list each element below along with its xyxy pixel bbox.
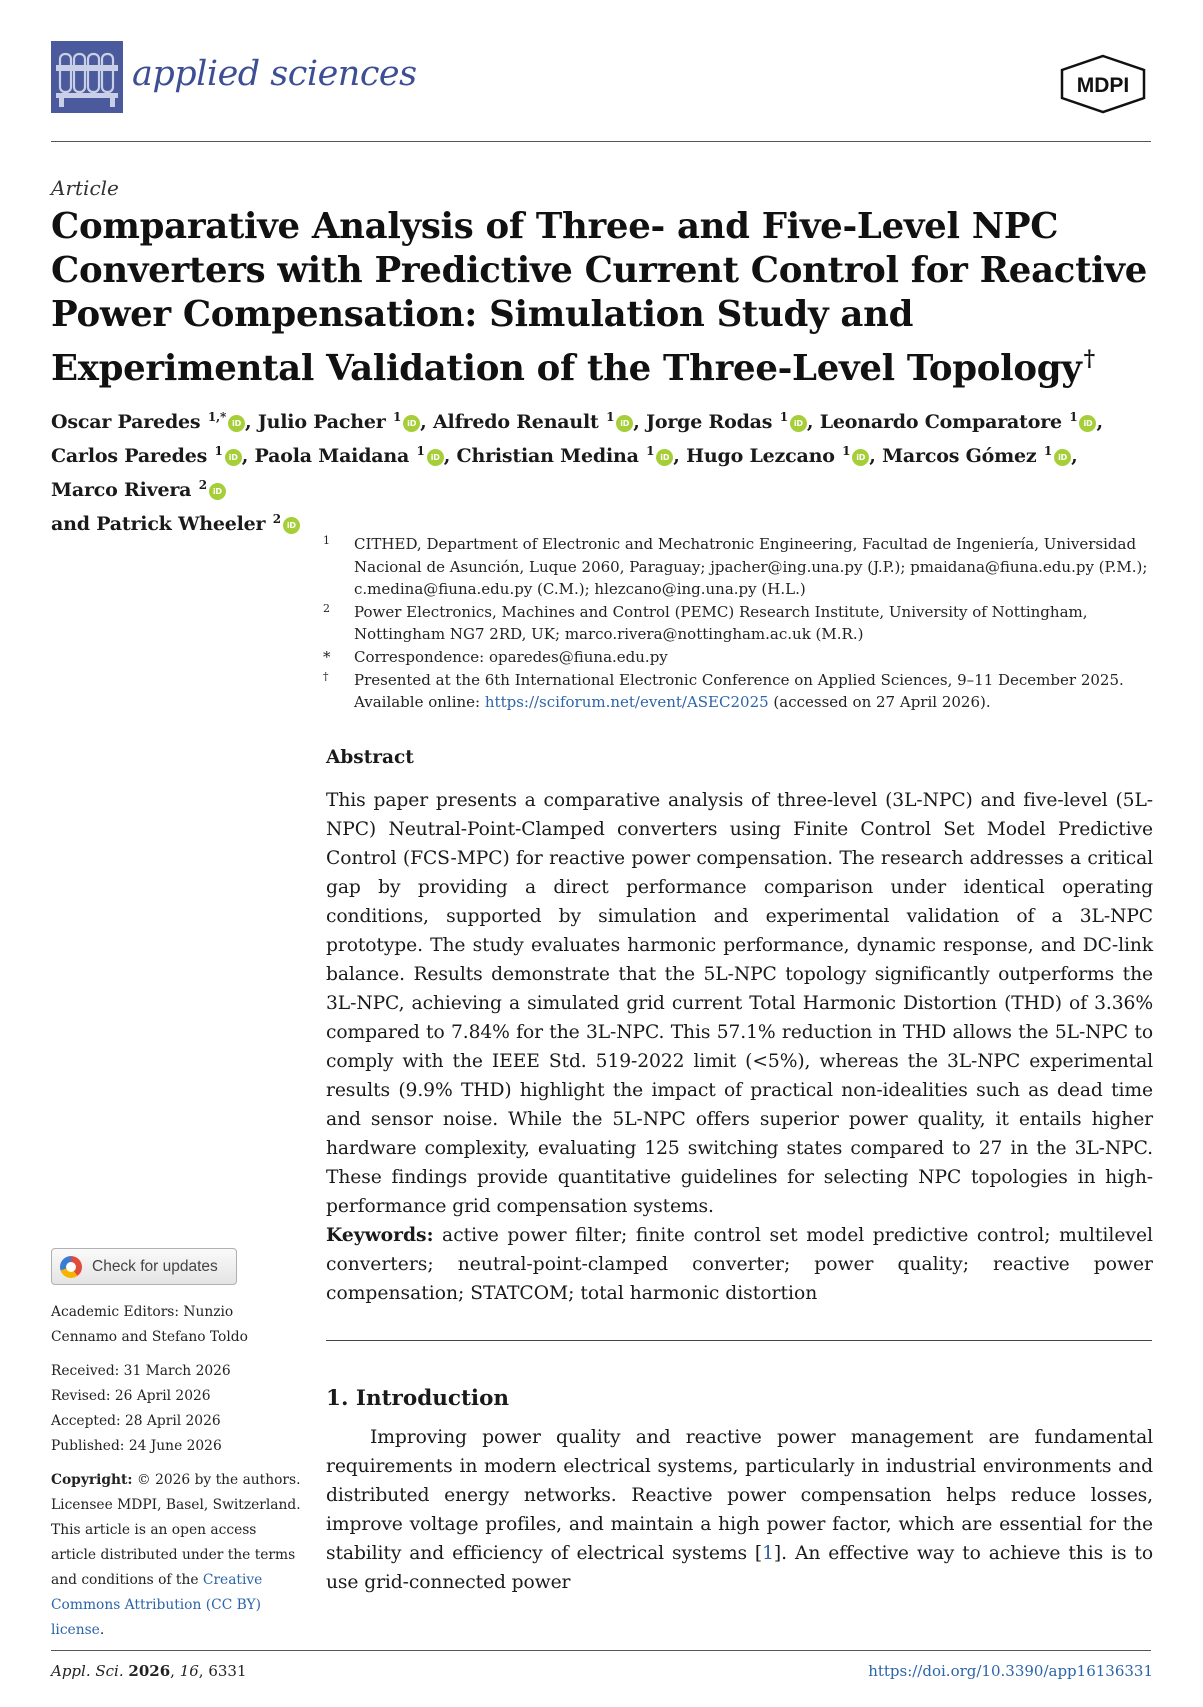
author: [646, 411, 813, 433]
orcid-icon[interactable]: iD: [403, 415, 420, 432]
affiliation-mark: 1: [323, 534, 330, 547]
mdpi-hexagon-icon: [1058, 54, 1148, 114]
article-info-sidebar: [51, 1300, 301, 1643]
keywords: [326, 1221, 1153, 1308]
article-number: 6331: [208, 1662, 247, 1680]
author-separator: ,: [869, 445, 876, 467]
copyright-notice: [51, 1468, 301, 1643]
author-name: Julio Pacher: [257, 411, 386, 433]
affiliation-mark: 2: [323, 601, 330, 615]
orcid-icon[interactable]: iD: [656, 449, 673, 466]
author-affiliation-mark: 1: [214, 444, 223, 458]
keywords-label: Keywords:: [326, 1224, 434, 1246]
conference-note-mark: †: [323, 669, 329, 683]
check-for-updates-button[interactable]: [51, 1248, 237, 1285]
author-name: Carlos Paredes: [51, 445, 208, 467]
author-affiliation-mark: 1: [842, 444, 851, 458]
footer-citation: Appl. Sci. 2026, 16, 6331: [51, 1662, 247, 1680]
journal-abbrev: Appl. Sci.: [51, 1662, 124, 1680]
citation-volume: 16: [179, 1662, 199, 1680]
introduction-text-cont: ]. An effective way to achieve this is to use grid-connected power: [326, 1543, 1153, 1593]
introduction-body: [326, 1423, 1153, 1597]
affiliation-text: CITHED, Department of Electronic and Mechatronic Engineering, Facultad de Ingeniería, Universidad Nacional de Asunción, Luque 2060, Paraguay; jpacher@ing.una.py (J.P.); pmaidana@fiuna.edu.py (P.M.); c.medina@fiuna.edu.py (C.M.); hlezcano@ing.una.py (H.L.): [354, 535, 1148, 599]
abstract-body: This paper presents a comparative analysis of three-level (3L-NPC) and five-level (5L-NPC) Neutral-Point-Clamped converters using Finite Control Set Model Predictive Control (FCS-MPC) for reactive power compensation. The research addresses a critical gap by providing a direct performance comparison under identical operating conditions, supported by simulation and experimental validation of a 3L-NPC prototype. The study evaluates harmonic performance, dynamic response, and DC-link balance. Results demonstrate that the 5L-NPC topology significantly outperforms the 3L-NPC, achieving a simulated grid current Total Harmonic Distortion (THD) of 3.36% compared to 7.84% for the 3L-NPC. This 57.1% reduction in THD allows the 5L-NPC to comply with the IEEE Std. 519-2022 limit (<5%), whereas the 3L-NPC experimental results (9.9% THD) highlight the impact of practical non-idealities such as dead time and sensor noise. While the 5L-NPC offers superior power quality, it entails higher hardware complexity, evaluating 125 switching states compared to 27 in the 3L-NPC. These findings provide quantitative guidelines for selecting NPC topologies in high-performance grid compensation systems.: [326, 790, 1153, 1217]
affiliation-2: [323, 601, 1153, 646]
citation-year: 2026: [128, 1662, 171, 1680]
author-separator: ,: [245, 411, 252, 433]
author-name: Jorge Rodas: [646, 411, 773, 433]
check-updates-icon: [60, 1256, 82, 1278]
orcid-icon[interactable]: iD: [283, 517, 300, 534]
correspondence-mark: *: [323, 647, 331, 666]
conference-note-text: Presented at the 6th International Electronic Conference on Applied Sciences, 9–11 December 2025. Available online:: [354, 670, 1124, 712]
published-date: Published: 24 June 2026: [51, 1438, 222, 1454]
author-affiliation-mark: 1: [416, 444, 425, 458]
author: [51, 513, 300, 535]
conference-note-access: (accessed on 27 April 2026).: [768, 693, 991, 712]
author: [820, 411, 1103, 433]
footer-divider: [51, 1650, 1151, 1651]
doi-link[interactable]: https://doi.org/10.3390/app16136331: [868, 1662, 1153, 1680]
keywords-text: active power filter; finite control set model predictive control; multilevel converters; neutral-point-clamped converter; power quality; reactive power compensation; STATCOM; total harmonic distortion: [326, 1225, 1153, 1304]
section-divider: [326, 1340, 1152, 1341]
orcid-icon[interactable]: iD: [616, 415, 633, 432]
introduction-text: Improving power quality and reactive power management are fundamental requirements in modern electrical systems, particularly in industrial environments and distributed energy networks. Reactive power compensation helps reduce losses, improve voltage profiles, and maintain a high power factor, which are essential for the stability and efficiency of electrical systems [: [326, 1427, 1153, 1564]
affiliations: [323, 533, 1153, 714]
publisher-name: MDPI: [1076, 74, 1130, 97]
conference-link[interactable]: https://sciforum.net/event/ASEC2025: [484, 693, 769, 712]
check-updates-label: Check for updates: [92, 1257, 218, 1275]
author-name: Alfredo Renault: [433, 411, 599, 433]
author: [433, 411, 640, 433]
author: [686, 445, 876, 467]
orcid-icon[interactable]: iD: [1054, 449, 1071, 466]
author-name: Marcos Gómez: [882, 445, 1037, 467]
author-separator: ,: [420, 411, 427, 433]
article-title-text: Comparative Analysis of Three- and Five-Level NPC Converters with Predictive Current Control for Reactive Power Compensation: Simulation Study and Experimental Validation of the Three-Level Topology: [51, 206, 1147, 389]
author-separator: ,: [443, 445, 451, 467]
introduction-heading: 1. Introduction: [326, 1386, 510, 1411]
author: [457, 445, 680, 467]
journal-logo: [51, 41, 123, 113]
author-separator: ,: [633, 411, 640, 433]
conference-note: [323, 669, 1153, 714]
author-affiliation-mark: 2: [272, 512, 281, 526]
author-separator: ,: [806, 411, 814, 433]
revised-date: Revised: 26 April 2026: [51, 1388, 211, 1404]
orcid-icon[interactable]: iD: [1079, 415, 1096, 432]
author: [882, 445, 1077, 467]
author-name: Leonardo Comparatore: [819, 411, 1062, 433]
author-affiliation-mark: 2: [198, 478, 207, 492]
author: [255, 445, 451, 467]
author-separator: ,: [1071, 445, 1078, 467]
author: [258, 411, 427, 433]
author-affiliation-mark: 1: [393, 410, 402, 424]
copyright-text: © 2026 by the authors. Licensee MDPI, Basel, Switzerland. This article is an open access article distributed under the terms and conditions of the: [51, 1472, 301, 1588]
journal-name: applied sciences: [132, 54, 417, 94]
author-name: Paola Maidana: [254, 445, 410, 467]
article-type: Article: [51, 176, 119, 200]
author: [51, 479, 226, 501]
author-affiliation-mark: 1: [779, 410, 788, 424]
orcid-icon[interactable]: iD: [427, 449, 444, 466]
academic-editors: Academic Editors: Nunzio Cennamo and Stefano Toldo: [51, 1304, 248, 1345]
author-name: and Patrick Wheeler: [51, 513, 266, 535]
article-title: [51, 205, 1161, 391]
orcid-icon[interactable]: iD: [852, 449, 869, 466]
author-affiliation-mark: 1: [606, 410, 615, 424]
author: [51, 411, 251, 433]
author-affiliation-mark: 1,*: [207, 410, 227, 424]
author-separator: ,: [241, 445, 249, 467]
affiliation-text: Power Electronics, Machines and Control (PEMC) Research Institute, University of Nottingham, Nottingham NG7 2RD, UK; marco.rivera@nottingham.ac.uk (M.R.): [354, 602, 1088, 644]
abstract-heading: Abstract: [326, 747, 414, 768]
author-name: Oscar Paredes: [51, 411, 201, 433]
citation-link[interactable]: 1: [762, 1543, 774, 1564]
header-divider: [51, 141, 1151, 142]
orcid-icon[interactable]: iD: [790, 415, 807, 432]
copyright-label: Copyright:: [51, 1472, 133, 1488]
author-affiliation-mark: 1: [1069, 410, 1078, 424]
author-affiliation-mark: 1: [646, 444, 655, 458]
accepted-date: Accepted: 28 April 2026: [51, 1413, 221, 1429]
title-footnote-mark: †: [1083, 346, 1095, 372]
correspondence: [323, 646, 1153, 669]
license-link[interactable]: Creative Commons Attribution (CC BY) license: [51, 1572, 263, 1638]
author-name: Marco Rivera: [51, 479, 192, 501]
author-name: Hugo Lezcano: [686, 445, 835, 467]
test-tubes-icon: [51, 41, 123, 113]
author-affiliation-mark: 1: [1043, 444, 1053, 458]
orcid-icon[interactable]: iD: [228, 415, 245, 432]
author-name: Christian Medina: [456, 445, 639, 467]
copyright-end: .: [99, 1622, 105, 1638]
author: [51, 445, 248, 467]
correspondence-text: Correspondence: oparedes@fiuna.edu.py: [354, 647, 668, 666]
orcid-icon[interactable]: iD: [225, 449, 242, 466]
publisher-logo: [1058, 54, 1148, 114]
orcid-icon[interactable]: iD: [209, 483, 226, 500]
author-separator: ,: [1096, 411, 1103, 433]
author-list: [51, 403, 1161, 539]
author-separator: ,: [673, 445, 680, 467]
affiliation-1: [323, 533, 1153, 601]
received-date: Received: 31 March 2026: [51, 1363, 231, 1379]
